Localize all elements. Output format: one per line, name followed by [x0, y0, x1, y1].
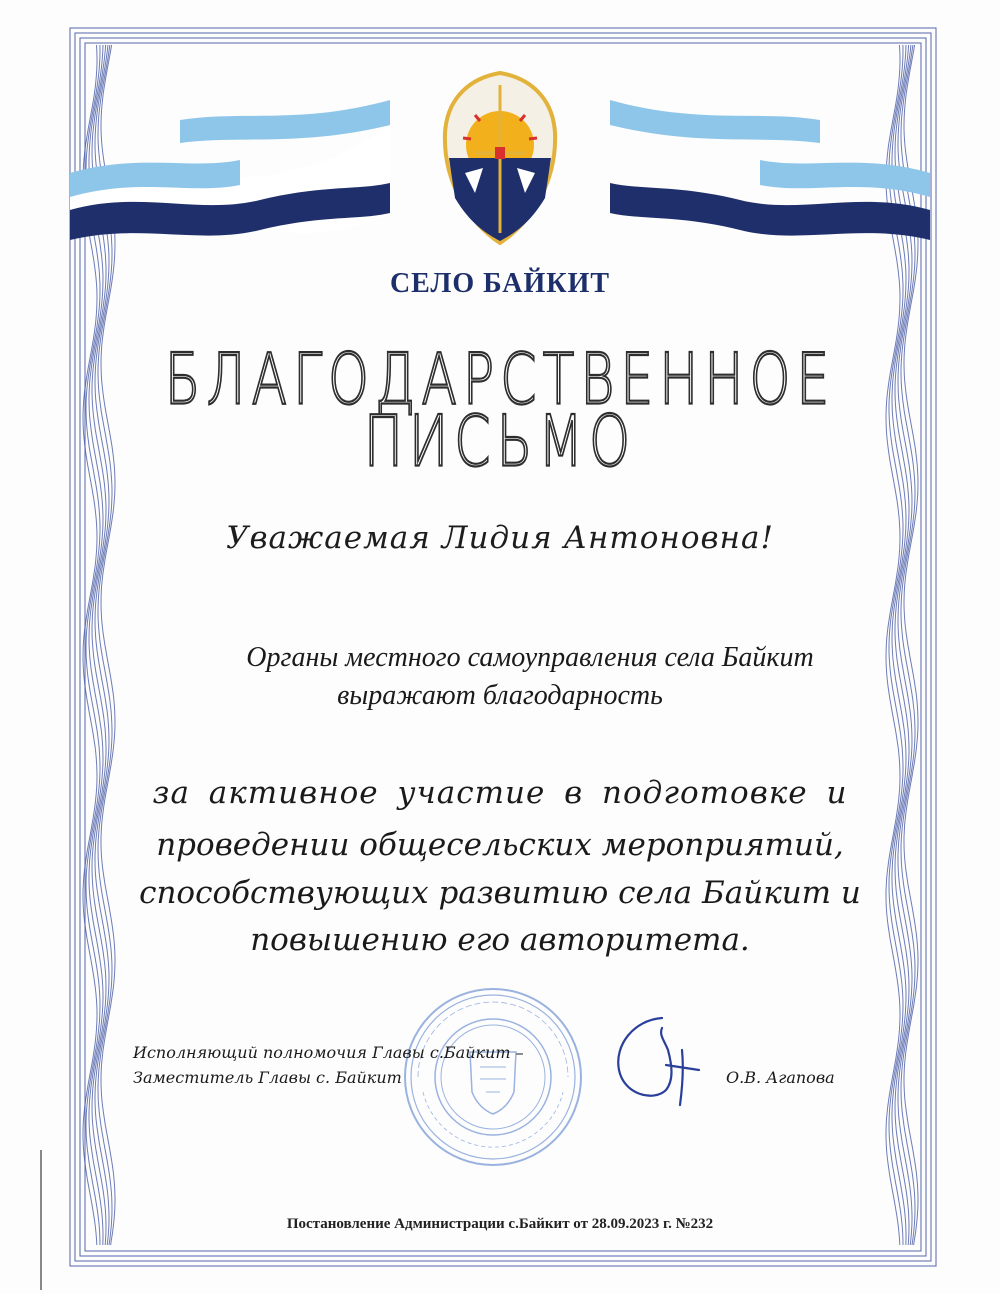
signer-name: О.В. Агапова [726, 1068, 835, 1087]
flag-band-navy-right [610, 183, 930, 240]
lead-line-1: Органы местного самоуправления села Байкит [246, 642, 814, 673]
village-title: СЕЛО БАЙКИТ [389, 268, 611, 299]
decree-footer: Постановление Администрации с.Байкит от 28.09.2023 г. №232 [286, 1216, 714, 1232]
signer-position-line-2: Заместитель Главы с. Байкит [133, 1068, 402, 1087]
reason-line-3: способствующих развитию села Байкит и [139, 875, 861, 911]
reason-line-1: за активное участие в подготовке и [152, 775, 848, 811]
official-seal-stamp [398, 982, 588, 1172]
flag-band-light-blue-right [610, 100, 820, 143]
lead-line-2: выражают благодарность [337, 680, 663, 711]
coat-of-arms-emblem [445, 73, 555, 243]
signer-position-line-1: Исполняющий полномочия Главы с.Байкит – [133, 1043, 524, 1062]
flag-ribbon-with-emblem [60, 65, 940, 255]
document-title-line2: ПИСЬМО [363, 402, 637, 483]
document-title-line1: БЛАГОДАРСТВЕННОЕ [164, 340, 836, 421]
handwritten-signature [604, 1010, 724, 1110]
reason-line-4: повышению его авторитета. [250, 922, 750, 958]
reason-line-2: проведении общесельских мероприятий, [156, 827, 844, 863]
salutation: Уважаемая Лидия Антоновна! [226, 520, 774, 556]
